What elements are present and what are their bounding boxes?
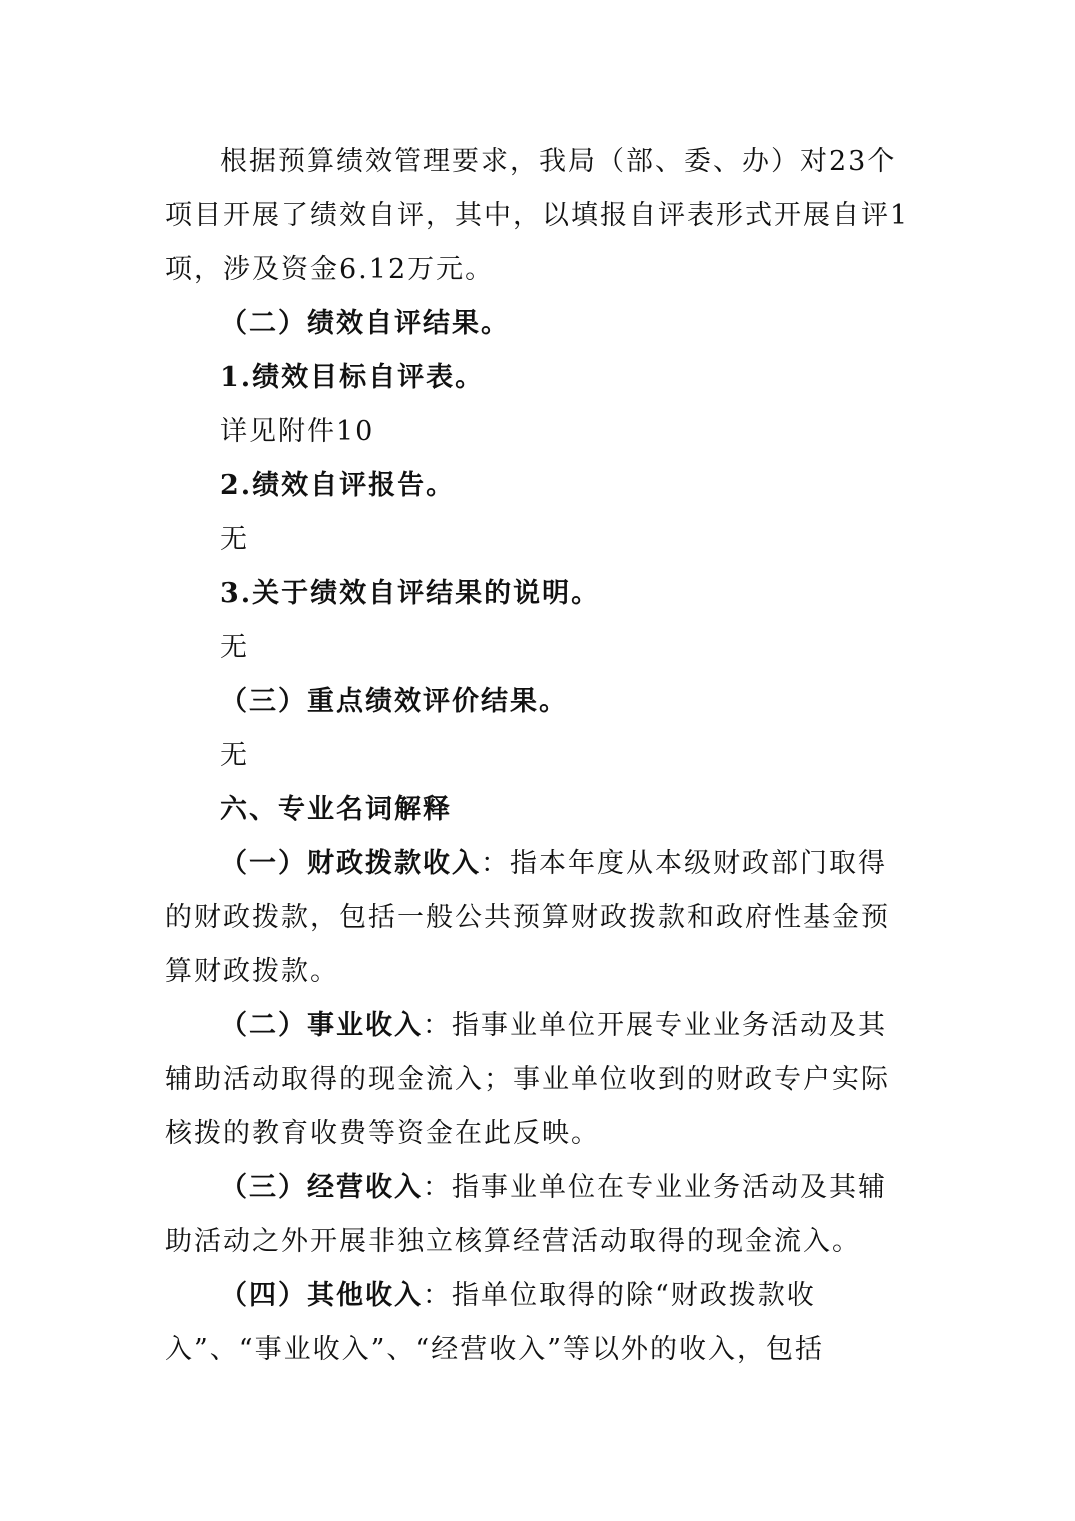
definition-separator: ：: [481, 848, 510, 879]
definition-term: （一）财政拨款收入: [220, 848, 481, 879]
paragraph-line: 辅助活动取得的现金流入；事业单位收到的财政专户实际: [165, 1064, 890, 1095]
definition-text: 指事业单位开展专业业务活动及其: [452, 1010, 887, 1041]
paragraph-line: 无: [220, 524, 249, 555]
paragraph-line: 无: [220, 740, 249, 771]
definition-term: （三）经营收入: [220, 1172, 423, 1203]
definition-text: 指事业单位在专业业务活动及其辅: [452, 1172, 887, 1203]
definition-term: （四）其他收入: [220, 1280, 423, 1311]
definition-separator: ：: [423, 1280, 452, 1311]
paragraph-line: 根据预算绩效管理要求，我局（部、委、办）对23个: [220, 146, 897, 177]
definition-line: [220, 1279, 960, 1313]
definition-line: [220, 1171, 960, 1205]
paragraph-line: 的财政拨款，包括一般公共预算财政拨款和政府性基金预: [165, 902, 890, 933]
definition-separator: ：: [423, 1172, 452, 1203]
section-heading: （二）绩效自评结果。: [220, 308, 510, 339]
subsection-heading: 1.绩效目标自评表。: [220, 362, 485, 393]
paragraph-line: 项，涉及资金6.12万元。: [165, 254, 495, 285]
paragraph-line: 项目开展了绩效自评，其中，以填报自评表形式开展自评1: [165, 200, 910, 231]
subsection-heading: 2.绩效自评报告。: [220, 470, 456, 501]
definition-line: [220, 847, 960, 881]
section-heading: （三）重点绩效评价结果。: [220, 686, 568, 717]
paragraph-line: 详见附件10: [220, 416, 375, 447]
definition-separator: ：: [423, 1010, 452, 1041]
definition-line: [220, 1009, 960, 1043]
definition-text: 指单位取得的除“财政拨款收: [452, 1280, 816, 1311]
paragraph-line: 助活动之外开展非独立核算经营活动取得的现金流入。: [165, 1226, 861, 1257]
paragraph-line: 无: [220, 632, 249, 663]
definition-text: 指本年度从本级财政部门取得: [510, 848, 887, 879]
paragraph-line: 入”、“事业收入”、“经营收入”等以外的收入，包括: [165, 1334, 825, 1365]
chapter-heading: 六、专业名词解释: [220, 794, 452, 825]
paragraph-line: 核拨的教育收费等资金在此反映。: [165, 1118, 600, 1149]
definition-term: （二）事业收入: [220, 1010, 423, 1041]
subsection-heading: 3.关于绩效自评结果的说明。: [220, 578, 601, 609]
paragraph-line: 算财政拨款。: [165, 956, 339, 987]
